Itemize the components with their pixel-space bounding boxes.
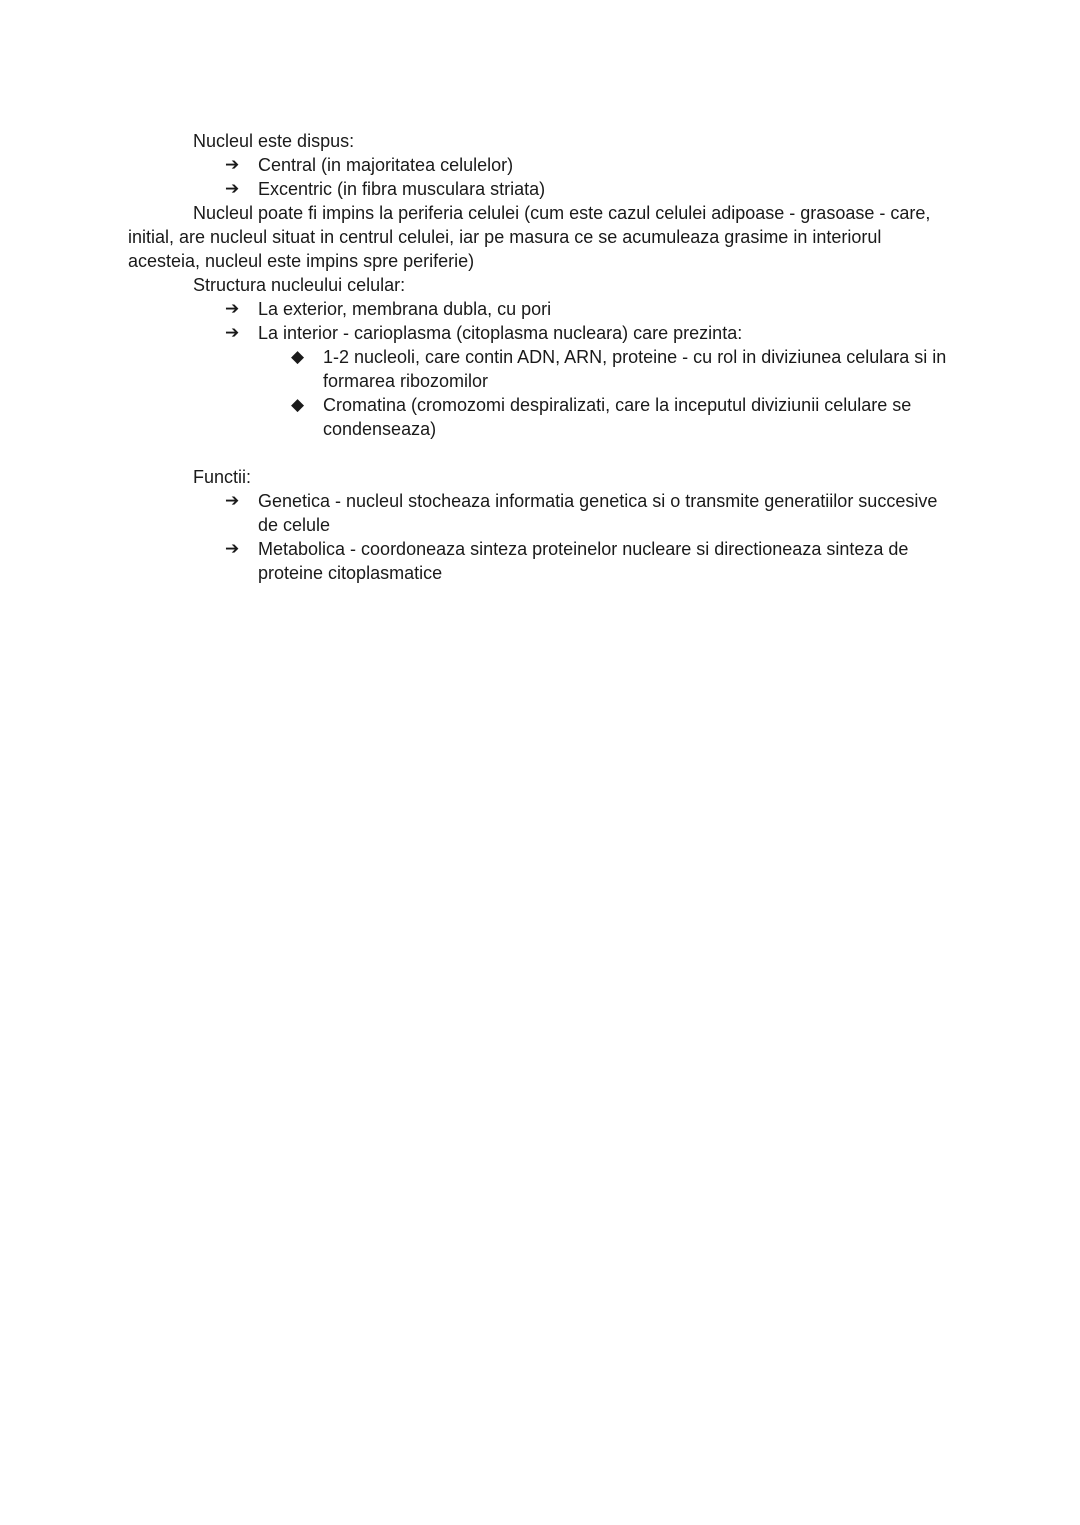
diamond-bullet-icon: ◆ xyxy=(291,347,305,367)
section-heading-functions: Functii: xyxy=(193,467,252,487)
arrow-bullet-icon: ➔ xyxy=(225,491,240,511)
list-item-text: Genetica - nucleul stocheaza informatia genetica si o transmite generatiilor succesive de celule xyxy=(258,491,938,535)
arrow-bullet-icon: ➔ xyxy=(225,299,240,319)
list-item-text: La interior - carioplasma (citoplasma nucleara) care prezinta: xyxy=(258,323,743,343)
list-item-text: Central (in majoritatea celulelor) xyxy=(258,155,514,175)
list-item xyxy=(128,537,948,585)
list-item xyxy=(128,153,948,177)
list-item xyxy=(128,321,948,345)
list-item-text: Excentric (in fibra musculara striata) xyxy=(258,179,546,199)
list-item-text: Metabolica - coordoneaza sinteza proteinelor nucleare si directioneaza sinteza de proteine citoplasmatice xyxy=(258,539,909,583)
arrow-bullet-icon: ➔ xyxy=(225,323,240,343)
list-item xyxy=(128,297,948,321)
sub-list-item-text: Cromatina (cromozomi despiralizati, care la inceputul diviziunii celulare se condenseaza) xyxy=(323,395,912,439)
sub-list-item xyxy=(128,393,948,441)
list-item-text: La exterior, membrana dubla, cu pori xyxy=(258,299,552,319)
blank-line xyxy=(128,441,948,465)
section-heading-position: Nucleul este dispus: xyxy=(193,131,355,151)
document-content xyxy=(128,129,948,585)
sub-list-item-text: 1-2 nucleoli, care contin ADN, ARN, proteine - cu rol in diviziunea celulara si in formarea ribozomilor xyxy=(323,347,947,391)
position-list xyxy=(128,153,948,201)
list-item xyxy=(128,177,948,201)
arrow-bullet-icon: ➔ xyxy=(225,155,240,175)
arrow-bullet-icon: ➔ xyxy=(225,179,240,199)
list-item xyxy=(128,489,948,537)
body-paragraph: Nucleul poate fi impins la periferia celulei (cum este cazul celulei adipoase - grasoase - care, initial, are nucleul situat in centrul celulei, iar pe masura ce se acumuleaza grasime in interiorul acesteia, nucleul este impins spre periferie) xyxy=(128,203,931,271)
arrow-bullet-icon: ➔ xyxy=(225,539,240,559)
structure-list xyxy=(128,297,948,441)
section-heading-structure: Structura nucleului celular: xyxy=(193,275,406,295)
functions-list xyxy=(128,489,948,585)
sub-list-item xyxy=(128,345,948,393)
diamond-bullet-icon: ◆ xyxy=(291,395,305,415)
